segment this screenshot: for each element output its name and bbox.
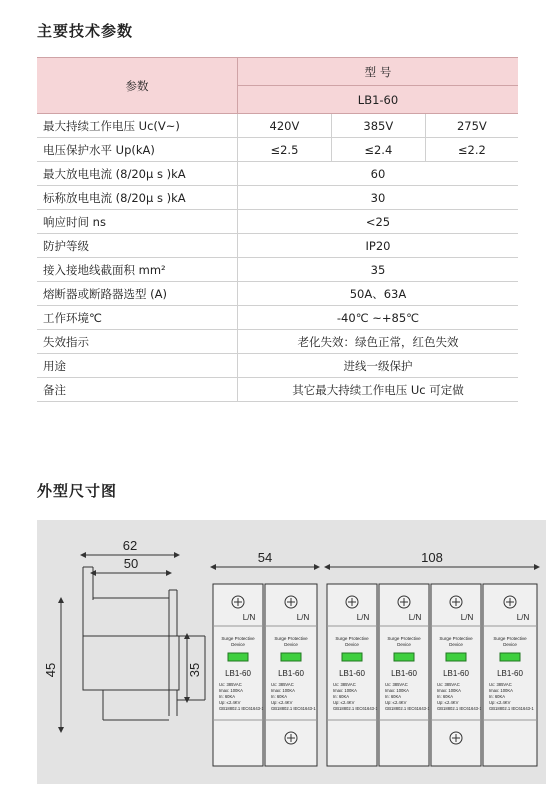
terminal-label: L/N: [408, 613, 422, 622]
module-title: Surge Protective: [335, 636, 369, 641]
module-spec: Imax: 100KA: [219, 688, 243, 693]
table-row: [37, 162, 518, 186]
module-spec: Uc: 385VAC: [437, 682, 460, 687]
module-spec: In: 60KA: [271, 694, 288, 699]
row-value: 老化失效：绿色正常，红色失效: [238, 330, 519, 354]
module-model: LB1-60: [497, 669, 523, 678]
terminal-label: L/N: [460, 613, 474, 622]
row-value: 30: [238, 186, 519, 210]
section-title-specs: 主要技术参数: [37, 22, 134, 40]
module-spec: GB18802.1 IEC61643-1: [385, 706, 430, 711]
table-row: [37, 282, 518, 306]
status-window: [342, 653, 362, 661]
status-window: [500, 653, 520, 661]
module-spec: Uc: 385VAC: [219, 682, 242, 687]
module-spec: GB18802.1 IEC61643-1: [333, 706, 378, 711]
row-label: 接入接地线截面积 mm²: [37, 258, 238, 282]
row-value: ≤2.5: [238, 138, 332, 162]
module-model: LB1-60: [443, 669, 469, 678]
row-value: -40℃ ~+85℃: [238, 306, 519, 330]
row-label: 防护等级: [37, 234, 238, 258]
module-spec: Uc: 385VAC: [333, 682, 356, 687]
table-row: [37, 186, 518, 210]
module-spec: Imax: 100KA: [385, 688, 409, 693]
terminal-label: L/N: [296, 613, 310, 622]
row-label: 电压保护水平 Up(kA): [37, 138, 238, 162]
status-window: [446, 653, 466, 661]
table-row: [37, 114, 518, 138]
model-header: 型 号: [238, 58, 519, 86]
table-row: [37, 234, 518, 258]
row-value: ≤2.4: [331, 138, 425, 162]
dimension-svg: [37, 520, 546, 784]
dim-35: 35: [187, 662, 202, 678]
row-label: 最大持续工作电压 Uc(V~): [37, 114, 238, 138]
row-value: 420V: [238, 114, 332, 138]
module-title: Device: [397, 642, 411, 647]
table-row: [37, 378, 518, 402]
module-spec: Imax: 100KA: [271, 688, 295, 693]
module-spec: Up: ≤2.4KV: [437, 700, 459, 705]
module-spec: Imax: 100KA: [489, 688, 513, 693]
model-name: LB1-60: [238, 86, 519, 114]
row-value: 275V: [425, 114, 518, 138]
row-label: 熔断器或断路器选型 (A): [37, 282, 238, 306]
module-title: Surge Protective: [274, 636, 308, 641]
module-spec: Uc: 385VAC: [385, 682, 408, 687]
module-spec: Up: ≤2.4KV: [271, 700, 293, 705]
dim-54: 54: [257, 550, 273, 565]
dim-62: 62: [122, 538, 138, 553]
module-spec: Up: ≤2.4KV: [333, 700, 355, 705]
row-label: 用途: [37, 354, 238, 378]
module-spec: Imax: 100KA: [437, 688, 461, 693]
module-title: Surge Protective: [493, 636, 527, 641]
module-spec: Up: ≤2.4KV: [489, 700, 511, 705]
module-spec: In: 60KA: [385, 694, 402, 699]
table-row: [37, 354, 518, 378]
module-spec: Uc: 385VAC: [271, 682, 294, 687]
module-spec: In: 60KA: [333, 694, 350, 699]
module-spec: Uc: 385VAC: [489, 682, 512, 687]
row-value: <25: [238, 210, 519, 234]
table-row: [37, 330, 518, 354]
row-value: 其它最大持续工作电压 Uc 可定做: [238, 378, 519, 402]
module-title: Surge Protective: [439, 636, 473, 641]
dim-108: 108: [421, 550, 443, 565]
module-model: LB1-60: [278, 669, 304, 678]
row-label: 最大放电电流 (8/20μ s )kA: [37, 162, 238, 186]
table-row: [37, 306, 518, 330]
module-title: Device: [449, 642, 463, 647]
module-spec: GB18802.1 IEC61643-1: [437, 706, 482, 711]
dim-50: 50: [123, 556, 139, 571]
status-window: [281, 653, 301, 661]
module-spec: In: 60KA: [437, 694, 454, 699]
row-label: 工作环境℃: [37, 306, 238, 330]
table-row: [37, 210, 518, 234]
module-spec: In: 60KA: [219, 694, 236, 699]
module-title: Surge Protective: [221, 636, 255, 641]
param-header: 参数: [37, 58, 238, 114]
module-title: Device: [284, 642, 298, 647]
module-model: LB1-60: [391, 669, 417, 678]
module-title: Device: [345, 642, 359, 647]
row-label: 标称放电电流 (8/20μ s )kA: [37, 186, 238, 210]
module-model: LB1-60: [339, 669, 365, 678]
table-header-row: [37, 58, 518, 86]
terminal-label: L/N: [516, 613, 530, 622]
row-value: 60: [238, 162, 519, 186]
module-spec: Imax: 100KA: [333, 688, 357, 693]
row-value: 50A、63A: [238, 282, 519, 306]
terminal-label: L/N: [356, 613, 370, 622]
module-spec: GB18802.1 IEC61643-1: [489, 706, 534, 711]
module-spec: In: 60KA: [489, 694, 506, 699]
row-label: 备注: [37, 378, 238, 402]
table-row: [37, 258, 518, 282]
module-spec: Up: ≤2.4KV: [219, 700, 241, 705]
row-value: 35: [238, 258, 519, 282]
dimension-drawing: [37, 520, 546, 784]
side-view: [61, 555, 205, 730]
module-title: Device: [503, 642, 517, 647]
dim-45: 45: [43, 662, 58, 678]
row-value: ≤2.2: [425, 138, 518, 162]
status-window: [228, 653, 248, 661]
row-value: IP20: [238, 234, 519, 258]
table-row: [37, 138, 518, 162]
module-title: Surge Protective: [387, 636, 421, 641]
module-spec: Up: ≤2.4KV: [385, 700, 407, 705]
terminal-label: L/N: [242, 613, 256, 622]
module-spec: GB18802.1 IEC61643-1: [219, 706, 264, 711]
module-spec: GB18802.1 IEC61643-1: [271, 706, 316, 711]
row-label: 响应时间 ns: [37, 210, 238, 234]
module-group: [213, 584, 537, 766]
spec-table: [37, 57, 518, 402]
section-title-dimensions: 外型尺寸图: [37, 482, 118, 500]
module-model: LB1-60: [225, 669, 251, 678]
status-window: [394, 653, 414, 661]
row-value: 进线一级保护: [238, 354, 519, 378]
module-title: Device: [231, 642, 245, 647]
row-value: 385V: [331, 114, 425, 138]
row-label: 失效指示: [37, 330, 238, 354]
